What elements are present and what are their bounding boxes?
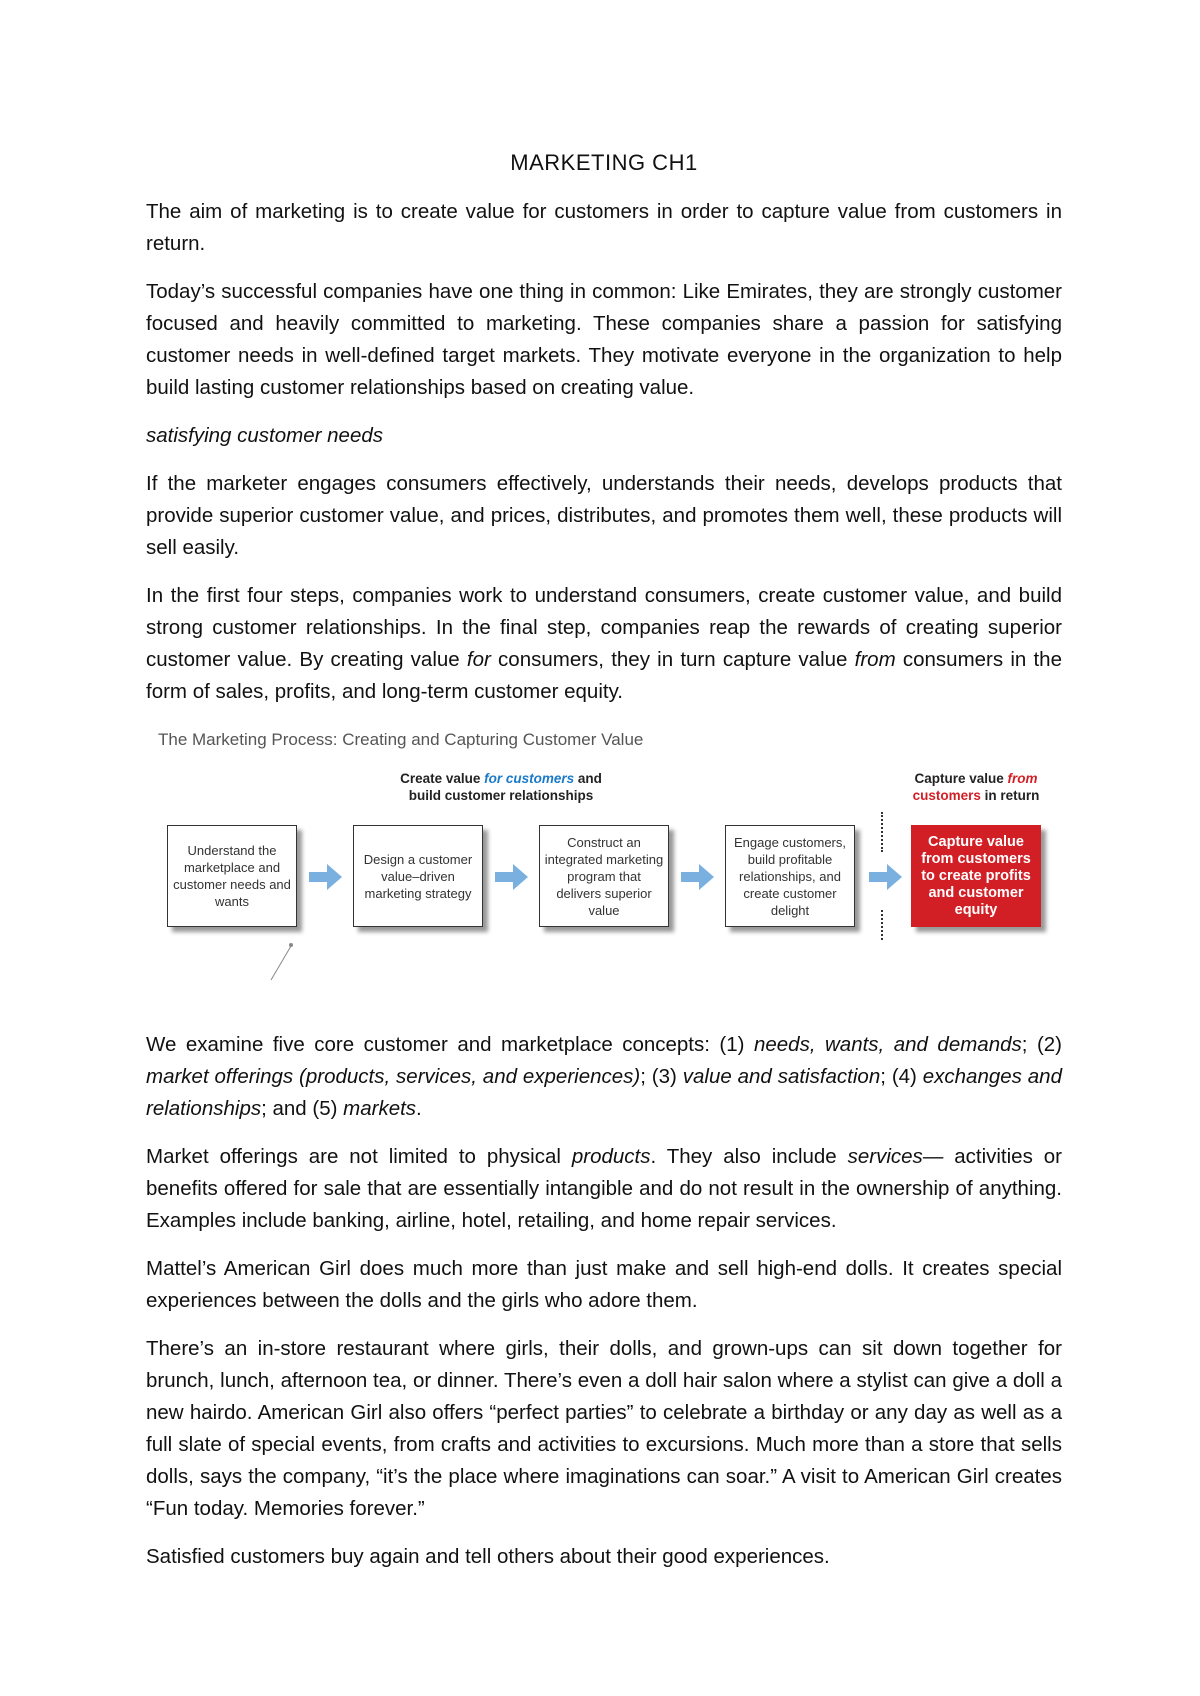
emphasis: exchanges and relationships	[146, 1065, 1062, 1120]
text: consumers in the form of sales, profits, and long-term customer equity.	[146, 648, 1062, 703]
text: ; (2)	[1021, 1033, 1062, 1056]
arrow-right-icon	[681, 863, 715, 891]
emphasis: value and satisfaction	[682, 1065, 881, 1088]
emphasis: products	[571, 1145, 651, 1168]
paragraph	[146, 580, 1062, 708]
paragraph	[146, 1141, 1062, 1237]
text: and	[574, 771, 602, 786]
capture-value-header	[901, 770, 1051, 804]
paragraph: Today’s successful companies have one thing in common: Like Emirates, they are strongly customer focused and heavily committed to marketing. These companies share a passion for satisfying customer needs in well-defined target markets. They motivate everyone in the organization to help build lasting customer relationships based on creating value.	[146, 280, 1062, 399]
emphasis: services	[847, 1145, 923, 1168]
pointer-line	[266, 942, 296, 982]
arrow-right-icon	[495, 863, 529, 891]
create-value-header	[366, 770, 636, 804]
paragraph: Mattel’s American Girl does much more than just make and sell high-end dolls. It creates special experiences between the dolls and the girls who adore them.	[146, 1257, 1062, 1312]
document-page	[146, 150, 1062, 1589]
diagram-title: The Marketing Process: Creating and Capturing Customer Value	[158, 730, 644, 749]
emphasis: from	[854, 648, 896, 671]
paragraph: There’s an in-store restaurant where girls, their dolls, and grown-ups can sit down together for brunch, lunch, afternoon tea, or dinner. There’s even a doll hair salon where a stylist can give a doll a new hairdo. American Girl also offers “perfect parties” to celebrate a birthday or any day as well as a full slate of special events, from crafts and activities to excursions. Much more than a store that sells dolls, says the company, “it’s the place where imaginations can soar.” A visit to American Girl creates “Fun today. Memories forever.”	[146, 1337, 1062, 1520]
text: . They also include	[650, 1145, 848, 1168]
emphasis: for	[466, 648, 491, 671]
arrow-right-icon	[869, 863, 903, 891]
divider-dotted	[881, 910, 883, 940]
text: consumers, they in turn capture value	[490, 648, 855, 671]
emphasis: needs, wants, and demands	[753, 1033, 1022, 1056]
text: for customers	[484, 771, 575, 786]
step-box: Engage customers, build profitable relationships, and create customer delight	[725, 825, 855, 927]
step-box: Design a customer value–driven marketing strategy	[353, 825, 483, 927]
paragraph: The aim of marketing is to create value for customers in order to capture value from customers in return.	[146, 200, 1062, 255]
text: Market offerings are not limited to physical	[146, 1145, 572, 1168]
text: build customer relationships	[408, 788, 594, 803]
step-box: Construct an integrated marketing program that delivers superior value	[539, 825, 669, 927]
paragraph: Satisfied customers buy again and tell others about their good experiences.	[146, 1545, 830, 1568]
text: In the first four steps, companies work to understand consumers, create customer value, and build strong customer relationships. In the final step, companies reap the rewards of creating superior customer value. By creating value	[146, 584, 1062, 671]
text: .	[416, 1097, 422, 1120]
text: — activities or benefits offered for sale that are essentially intangible and do not result in the ownership of anything. Examples include banking, airline, hotel, retailing, and home repair services.	[146, 1145, 1062, 1232]
paragraph	[146, 1029, 1062, 1125]
text: ; (3)	[640, 1065, 683, 1088]
paragraph: If the marketer engages consumers effectively, understands their needs, develops products that provide superior customer value, and prices, distributes, and promotes them well, these products will sell easily.	[146, 472, 1062, 559]
emphasis: market offerings (products, services, and experiences)	[146, 1065, 641, 1088]
text: from	[1007, 771, 1038, 786]
italic-subheading: satisfying customer needs	[146, 424, 384, 447]
emphasis: markets	[343, 1097, 417, 1120]
text: We examine five core customer and marketplace concepts: (1)	[146, 1033, 754, 1056]
text: ; (4)	[880, 1065, 923, 1088]
marketing-process-diagram	[146, 730, 1062, 1015]
arrow-right-icon	[309, 863, 343, 891]
text: customers	[912, 788, 981, 803]
text: Create value	[400, 771, 485, 786]
page-title: MARKETING CH1	[510, 150, 698, 175]
divider-dotted	[881, 812, 883, 852]
text: Capture value	[914, 771, 1008, 786]
text: in return	[980, 788, 1040, 803]
step-box: Understand the marketplace and customer needs and wants	[167, 825, 297, 927]
capture-value-box: Capture value from customers to create profits and customer equity	[911, 825, 1041, 927]
text: ; and (5)	[261, 1097, 344, 1120]
